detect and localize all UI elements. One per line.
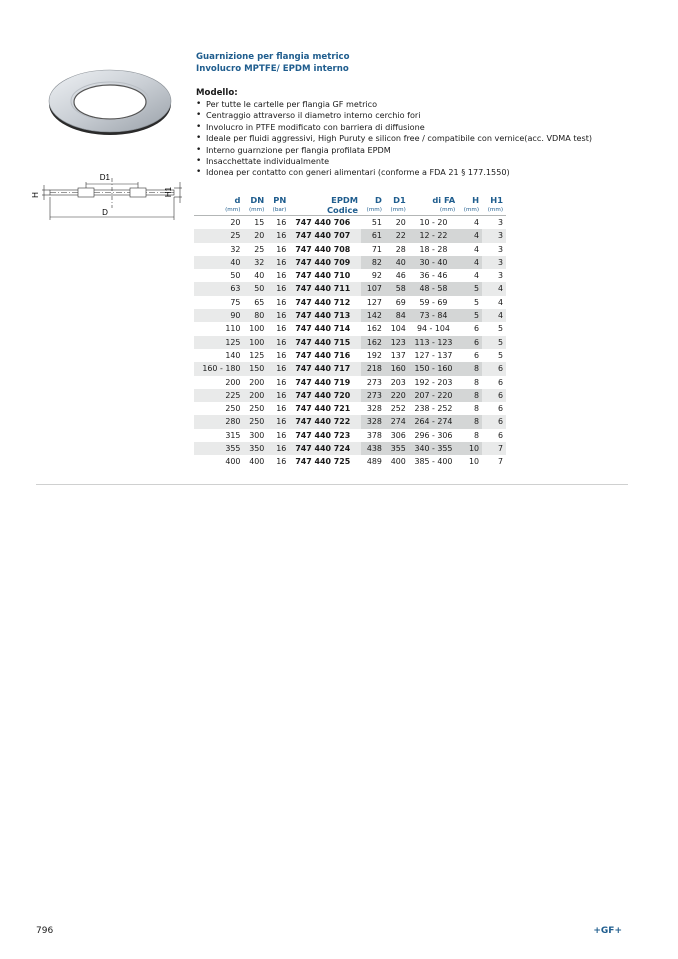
col-header-di-fa: di FA — [432, 195, 456, 205]
table-row — [194, 442, 506, 455]
table-cell: 84 — [385, 309, 409, 322]
table-cell: 378 — [366, 430, 382, 440]
table-cell: 8 — [458, 362, 482, 375]
table-cell: 238 - 252 — [414, 404, 453, 414]
table-cell: 4 — [458, 229, 482, 242]
table-cell: 40 — [230, 257, 241, 267]
gasket-illustration — [30, 60, 190, 240]
divider — [36, 484, 628, 485]
table-cell: 8 — [458, 389, 482, 402]
table-cell: 250 — [225, 404, 241, 414]
table-cell: 747 440 724 — [295, 444, 351, 454]
table-cell: 5 — [474, 297, 480, 307]
table-cell: 315 — [225, 430, 241, 440]
table-cell: 22 — [385, 229, 409, 242]
table-row — [194, 322, 506, 335]
table-cell: 3 — [497, 244, 503, 254]
table-row — [194, 216, 506, 230]
table-cell: 6 — [497, 404, 503, 414]
table-cell: 747 440 710 — [295, 271, 351, 281]
table-cell: 10 — [458, 442, 482, 455]
table-cell: 16 — [276, 284, 287, 294]
table-cell: 5 — [458, 282, 482, 295]
table-cell: 8 — [474, 377, 480, 387]
table-row — [194, 362, 506, 375]
table-cell: 747 440 719 — [295, 377, 351, 387]
table-cell: 192 — [366, 350, 382, 360]
table-row — [194, 349, 506, 362]
table-cell: 160 — [385, 362, 409, 375]
table-cell: 264 - 274 — [409, 415, 458, 428]
table-cell: 59 - 69 — [419, 297, 448, 307]
col-header-h: H — [472, 195, 480, 205]
table-cell: 328 — [366, 404, 382, 414]
feature-item: • Per tutte le cartelle per flangia GF metrico — [196, 99, 656, 110]
table-row — [194, 309, 506, 322]
unit-d: (mm) — [225, 207, 241, 213]
dim-label-h: H — [31, 192, 40, 198]
table-cell: 18 - 28 — [419, 244, 448, 254]
table-cell: 82 — [361, 256, 385, 269]
table-cell: 40 — [385, 256, 409, 269]
table-cell: 25 — [254, 244, 265, 254]
table-cell: 16 — [276, 404, 287, 414]
table-row — [194, 282, 506, 295]
table-cell: 400 — [390, 457, 406, 467]
table-cell: 61 — [361, 229, 385, 242]
table-cell: 4 — [474, 271, 480, 281]
model-heading: Modello: — [196, 88, 238, 98]
table-cell: 100 — [249, 324, 265, 334]
unit-pn: (bar) — [272, 207, 287, 213]
dim-label-h1: H1 — [164, 186, 173, 198]
table-cell: 32 — [230, 244, 241, 254]
table-cell: 162 — [361, 336, 385, 349]
gf-logo: +GF+ — [593, 926, 622, 936]
table-cell: 747 440 725 — [295, 457, 351, 467]
table-cell: 90 — [230, 311, 241, 321]
table-cell: 8 — [474, 404, 480, 414]
table-cell: 340 - 355 — [409, 442, 458, 455]
table-row — [194, 402, 506, 415]
table-cell: 16 — [276, 350, 287, 360]
table-cell: 3 — [497, 257, 503, 267]
table-cell: 25 — [230, 231, 241, 241]
table-cell: 100 — [249, 337, 265, 347]
table-cell: 125 — [249, 350, 265, 360]
table-cell: 69 — [395, 297, 406, 307]
unit-h1: (mm) — [487, 207, 503, 213]
col-header-d1: D1 — [393, 195, 406, 205]
table-cell: 200 — [249, 390, 265, 400]
table-cell: 16 — [276, 430, 287, 440]
table-cell: 123 — [385, 336, 409, 349]
table-cell: 8 — [474, 430, 480, 440]
table-cell: 16 — [276, 297, 287, 307]
table-cell: 747 440 708 — [295, 244, 351, 254]
table-cell: 6 — [497, 390, 503, 400]
unit-d1: (mm) — [390, 207, 406, 213]
table-cell: 747 440 721 — [295, 404, 351, 414]
table-cell: 220 — [385, 389, 409, 402]
table-cell: 747 440 709 — [295, 257, 351, 267]
table-cell: 16 — [276, 417, 287, 427]
table-cell: 3 — [482, 216, 506, 230]
table-row — [194, 229, 506, 242]
table-row — [194, 389, 506, 402]
feature-item: • Idonea per contatto con generi alimentari (conforme a FDA 21 § 177.1550) — [196, 167, 656, 178]
table-cell: 6 — [497, 417, 503, 427]
table-cell: 10 — [468, 457, 480, 467]
table-cell: 3 — [497, 271, 503, 281]
table-row — [194, 336, 506, 349]
table-cell: 16 — [276, 457, 287, 467]
feature-item: • Involucro in PTFE modificato con barriera di diffusione — [196, 122, 656, 133]
table-cell: 160 - 180 — [202, 364, 241, 374]
table-cell: 207 - 220 — [409, 389, 458, 402]
gasket-drawings — [30, 60, 190, 240]
table-cell: 150 — [249, 364, 265, 374]
table-cell: 328 — [361, 415, 385, 428]
table-cell: 355 — [225, 444, 241, 454]
table-cell: 280 — [225, 417, 241, 427]
table-cell: 162 — [366, 324, 382, 334]
table-cell: 51 — [361, 216, 385, 230]
table-cell: 4 — [497, 311, 503, 321]
table-cell: 58 — [385, 282, 409, 295]
col-header-epdm: EPDM — [331, 195, 359, 205]
table-cell: 16 — [276, 324, 287, 334]
table-cell: 104 — [390, 324, 406, 334]
table-cell: 150 - 160 — [409, 362, 458, 375]
col-header-h1: H1 — [490, 195, 503, 205]
feature-list — [196, 99, 656, 179]
spec-table — [194, 195, 506, 469]
table-cell: 200 — [225, 377, 241, 387]
table-cell: 300 — [249, 430, 265, 440]
table-cell: 225 — [225, 390, 241, 400]
table-cell: 747 440 714 — [295, 324, 351, 334]
table-cell: 4 — [497, 284, 503, 294]
table-cell: 355 — [385, 442, 409, 455]
title-line-2: Involucro MPTFE/ EPDM interno — [196, 63, 349, 74]
table-cell: 747 440 716 — [295, 350, 351, 360]
table-cell: 65 — [254, 297, 265, 307]
table-cell: 71 — [371, 244, 382, 254]
table-row — [194, 415, 506, 428]
table-cell: 127 — [366, 297, 382, 307]
table-cell: 4 — [458, 256, 482, 269]
table-cell: 438 — [361, 442, 385, 455]
table-cell: 16 — [276, 390, 287, 400]
unit-h: (mm) — [463, 207, 480, 213]
table-cell: 16 — [276, 364, 287, 374]
table-row — [194, 429, 506, 442]
table-cell: 110 — [225, 324, 241, 334]
table-cell: 73 - 84 — [409, 309, 458, 322]
table-row — [194, 296, 506, 309]
table-cell: 32 — [254, 257, 265, 267]
table-row — [194, 455, 506, 468]
table-cell: 5 — [497, 324, 503, 334]
table-cell: 8 — [458, 415, 482, 428]
table-row — [194, 376, 506, 389]
table-cell: 5 — [497, 337, 503, 347]
table-cell: 3 — [497, 231, 503, 241]
table-cell: 747 440 720 — [295, 390, 351, 400]
table-cell: 48 - 58 — [409, 282, 458, 295]
table-cell: 16 — [276, 311, 287, 321]
table-cell: 747 440 713 — [295, 311, 351, 321]
unit-di-fa: (mm) — [439, 207, 456, 213]
title-line-1: Guarnizione per flangia metrico — [196, 52, 350, 62]
table-cell: 16 — [276, 271, 287, 281]
feature-item: • Ideale per fluidi aggressivi, High Puruty e silicon free / compatibile con vernice(acc. VDMA test) — [196, 133, 656, 144]
dim-label-d: D — [102, 208, 108, 217]
table-cell: 36 - 46 — [419, 271, 448, 281]
table-cell: 28 — [395, 244, 406, 254]
table-cell: 489 — [366, 457, 382, 467]
table-cell: 747 440 712 — [295, 297, 351, 307]
table-cell: 5 — [497, 350, 503, 360]
table-cell: 113 - 123 — [409, 336, 458, 349]
table-header-row — [194, 195, 506, 205]
table-cell: 273 — [361, 389, 385, 402]
table-row — [194, 243, 506, 256]
table-cell: 400 — [249, 457, 265, 467]
table-cell: 20 — [385, 216, 409, 230]
table-cell: 6 — [474, 350, 480, 360]
table-row — [194, 269, 506, 282]
table-cell: 250 — [249, 404, 265, 414]
table-units-row — [194, 205, 506, 216]
feature-item: • Centraggio attraverso il diametro interno cerchio fori — [196, 110, 656, 121]
table-cell: 7 — [497, 457, 503, 467]
table-cell: 10 - 20 — [409, 216, 458, 230]
table-cell: 747 440 715 — [295, 337, 351, 347]
table-cell: 94 - 104 — [416, 324, 450, 334]
feature-item: • Interno guarnzione per flangia profilata EPDM — [196, 145, 656, 156]
table-cell: 75 — [230, 297, 241, 307]
table-cell: 350 — [249, 444, 265, 454]
page-number: 796 — [36, 926, 54, 936]
col-header-pn: PN — [273, 195, 287, 205]
table-cell: 203 — [390, 377, 406, 387]
table-cell: 12 - 22 — [409, 229, 458, 242]
table-cell: 274 — [385, 415, 409, 428]
dim-label-d1: D1 — [99, 173, 110, 182]
table-cell: 296 - 306 — [414, 430, 453, 440]
table-cell: 107 — [361, 282, 385, 295]
table-body — [194, 216, 506, 469]
table-cell: 20 — [254, 231, 265, 241]
table-cell: 747 440 722 — [295, 417, 351, 427]
table-cell: 125 — [225, 337, 241, 347]
table-cell: 50 — [230, 271, 241, 281]
table-cell: 92 — [371, 271, 382, 281]
table-cell: 15 — [243, 216, 267, 230]
col-header-d: d — [234, 195, 241, 205]
unit-dn: (mm) — [248, 207, 265, 213]
product-title — [196, 52, 596, 75]
table-cell: 20 — [194, 216, 243, 230]
table-cell: 4 — [497, 297, 503, 307]
table-cell: 747 440 711 — [295, 284, 351, 294]
table-cell: 63 — [230, 284, 241, 294]
table-cell: 200 — [249, 377, 265, 387]
table-cell: 747 440 723 — [295, 430, 351, 440]
table-cell: 6 — [497, 430, 503, 440]
table-cell: 16 — [276, 377, 287, 387]
table-cell: 6 — [458, 336, 482, 349]
table-row — [194, 256, 506, 269]
table-cell: 142 — [361, 309, 385, 322]
table-cell: 30 - 40 — [409, 256, 458, 269]
table-cell: 4 — [458, 216, 482, 230]
table-cell: 80 — [254, 311, 265, 321]
table-cell: 6 — [474, 324, 480, 334]
table-cell: 192 - 203 — [414, 377, 453, 387]
feature-item: • Insacchettate individualmente — [196, 156, 656, 167]
table-cell: 6 — [497, 364, 503, 374]
table-cell: 252 — [390, 404, 406, 414]
table-cell: 400 — [225, 457, 241, 467]
table-cell: 747 440 706 — [289, 216, 361, 230]
table-cell: 250 — [249, 417, 265, 427]
table-cell: 16 — [267, 216, 289, 230]
unit-code: Codice — [326, 205, 359, 215]
table-cell: 385 - 400 — [414, 457, 453, 467]
table-cell: 747 440 717 — [295, 364, 351, 374]
table-cell: 6 — [497, 377, 503, 387]
table-cell: 306 — [390, 430, 406, 440]
table-cell: 137 — [390, 350, 406, 360]
table-cell: 16 — [276, 337, 287, 347]
col-header-od: D — [375, 195, 382, 205]
table-cell: 127 - 137 — [414, 350, 453, 360]
table-cell: 16 — [276, 257, 287, 267]
table-cell: 16 — [276, 244, 287, 254]
table-cell: 5 — [458, 309, 482, 322]
table-cell: 46 — [395, 271, 406, 281]
table-cell: 16 — [276, 231, 287, 241]
table-cell: 40 — [254, 271, 265, 281]
table-cell: 7 — [497, 444, 503, 454]
table-cell: 16 — [276, 444, 287, 454]
col-header-dn: DN — [250, 195, 265, 205]
table-cell: 273 — [366, 377, 382, 387]
table-cell: 218 — [361, 362, 385, 375]
table-cell: 4 — [474, 244, 480, 254]
table-cell: 747 440 707 — [295, 231, 351, 241]
unit-od: (mm) — [366, 207, 382, 213]
table-cell: 140 — [225, 350, 241, 360]
table-cell: 50 — [254, 284, 265, 294]
